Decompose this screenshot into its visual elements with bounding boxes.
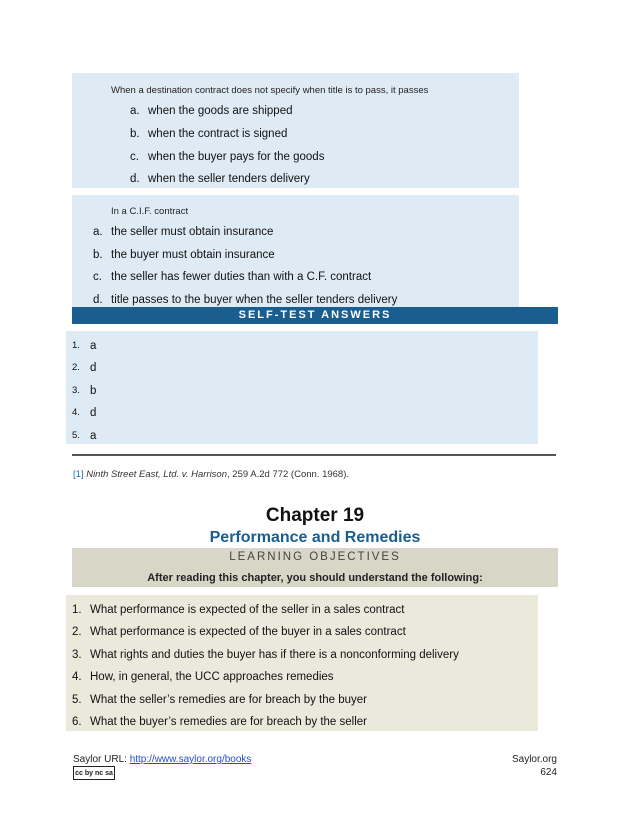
cc-license-badge-icon: [73, 766, 115, 780]
objective-text: What performance is expected of the buyer in a sales contract: [90, 626, 406, 638]
self-test-answers-box: [66, 331, 538, 444]
option-text: title passes to the buyer when the seller tenders delivery: [111, 294, 398, 306]
self-test-heading: SELF-TEST ANSWERS: [72, 307, 558, 324]
option-text: when the goods are shipped: [148, 105, 293, 117]
option-text: the buyer must obtain insurance: [111, 249, 275, 261]
objective-text: What rights and duties the buyer has if there is a nonconforming delivery: [90, 649, 459, 661]
objective-number: 1.: [72, 604, 82, 616]
answer-value: d: [90, 407, 97, 419]
answer-number: 1.: [72, 340, 80, 351]
objective-number: 2.: [72, 626, 82, 638]
option-text: the seller must obtain insurance: [111, 226, 274, 238]
footnote: [73, 469, 349, 480]
objective-number: 4.: [72, 671, 82, 683]
footnote-case-name: Ninth Street East, Ltd. v. Harrison: [86, 469, 228, 480]
option-letter: a.: [130, 105, 140, 117]
question-1-stem: When a destination contract does not specify when title is to pass, it passes: [111, 85, 429, 96]
footer-url-link[interactable]: http://www.saylor.org/books: [129, 754, 252, 765]
objective-text: What the seller’s remedies are for breach by the buyer: [90, 694, 367, 706]
chapter-title: Chapter 19: [265, 505, 365, 526]
option-text: when the contract is signed: [148, 128, 288, 140]
question-2-stem: In a C.I.F. contract: [111, 206, 189, 217]
footer-url-line: [73, 754, 251, 765]
option-letter: c.: [93, 271, 102, 283]
objective-text: What performance is expected of the seller in a sales contract: [90, 604, 405, 616]
footnote-ref-link[interactable]: [1]: [73, 469, 84, 480]
objective-number: 3.: [72, 649, 82, 661]
answer-value: a: [90, 430, 97, 442]
objective-number: 6.: [72, 716, 82, 728]
answer-value: d: [90, 362, 97, 374]
option-letter: c.: [130, 151, 139, 163]
footer-url-label: Saylor URL:: [73, 754, 130, 765]
option-letter: d.: [130, 173, 140, 185]
chapter-subtitle: Performance and Remedies: [209, 529, 421, 546]
option-letter: d.: [93, 294, 103, 306]
footer-page-number: 624: [540, 767, 557, 778]
answer-number: 3.: [72, 385, 80, 396]
option-letter: a.: [93, 226, 103, 238]
footnote-citation: , 259 A.2d 772 (Conn. 1968).: [227, 469, 350, 480]
objective-text: What the buyer’s remedies are for breach by the seller: [90, 716, 367, 728]
objective-number: 5.: [72, 694, 82, 706]
cc-license-text: cc by nc sa: [75, 769, 113, 777]
answer-value: b: [90, 385, 97, 397]
option-letter: b.: [93, 249, 103, 261]
answer-number: 2.: [72, 362, 80, 373]
learning-objectives-heading: LEARNING OBJECTIVES: [229, 551, 401, 563]
option-text: the seller has fewer duties than with a C.F. contract: [111, 271, 372, 283]
option-text: when the buyer pays for the goods: [148, 151, 325, 163]
footnote-divider: [72, 454, 556, 456]
option-letter: b.: [130, 128, 140, 140]
answer-number: 4.: [72, 407, 80, 418]
answer-number: 5.: [72, 430, 80, 441]
option-text: when the seller tenders delivery: [148, 173, 310, 185]
footer-site: Saylor.org: [511, 754, 557, 765]
learning-objectives-intro: After reading this chapter, you should understand the following:: [147, 572, 483, 584]
objective-text: How, in general, the UCC approaches remedies: [90, 671, 334, 683]
answer-value: a: [90, 340, 97, 352]
